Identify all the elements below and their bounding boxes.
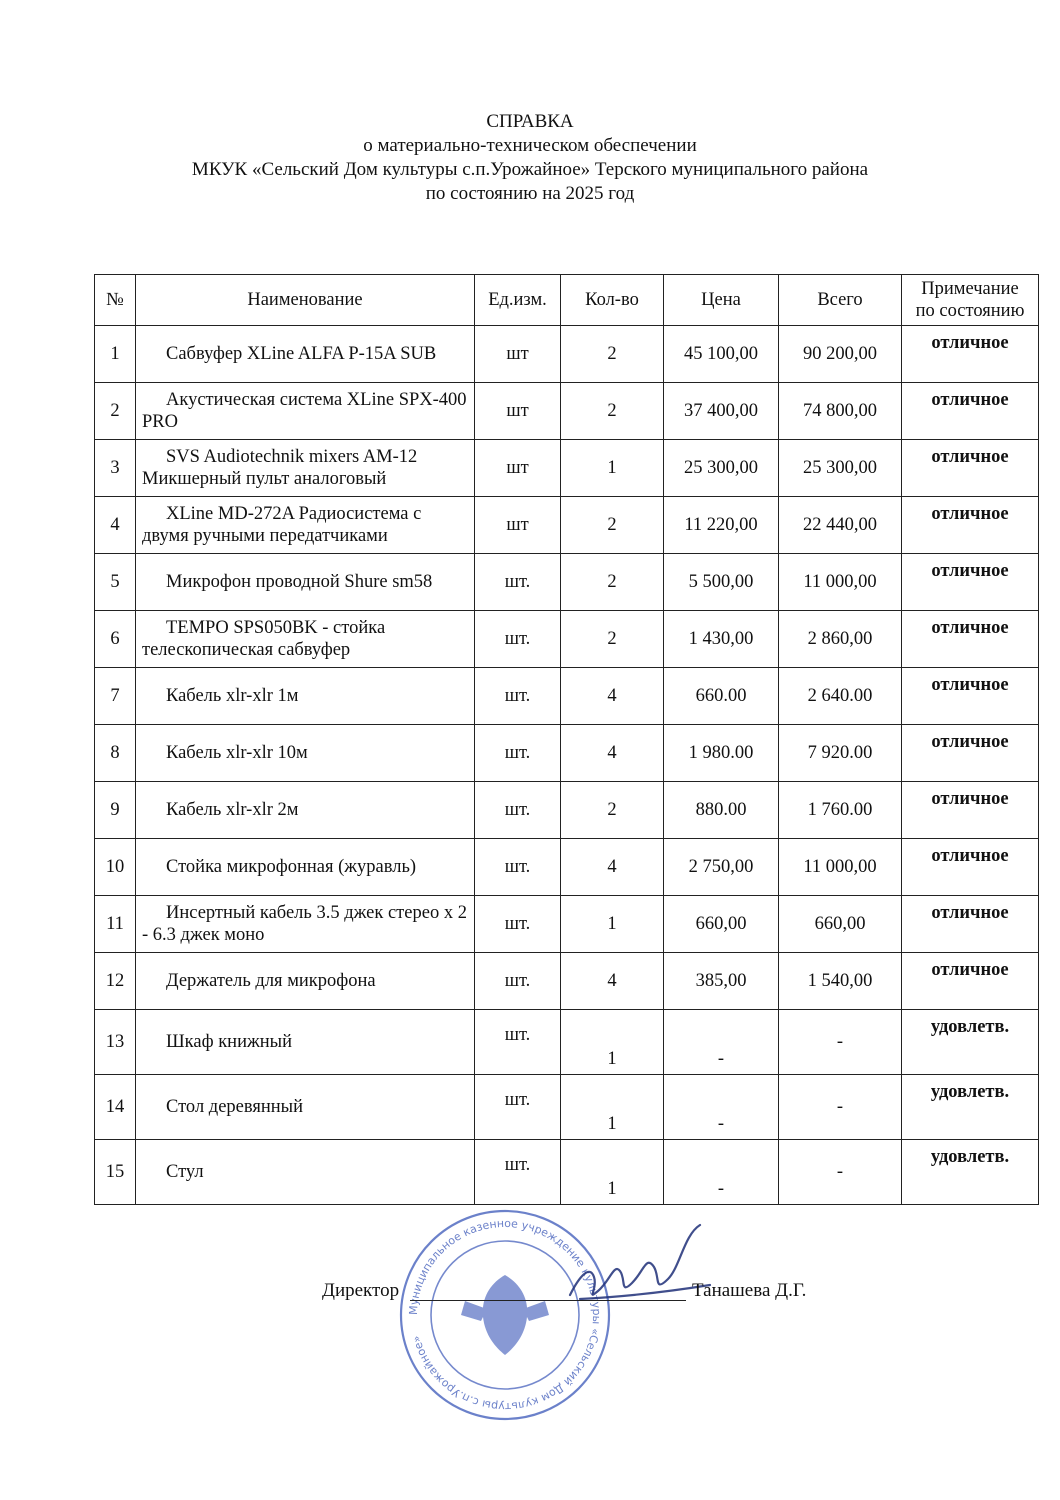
- col-header-note-line1: Примечание: [921, 279, 1019, 299]
- table-row: [95, 440, 1039, 497]
- cell-total: 1 760.00: [779, 782, 902, 839]
- item-name: Кабель xlr-xlr 10м: [166, 743, 308, 763]
- cell-name: [136, 1140, 475, 1205]
- cell-total: 1 540,00: [779, 953, 902, 1010]
- cell-unit: шт.: [475, 839, 561, 896]
- item-name: SVS Audiotechnik mixers AM-12 Микшерный пульт аналоговый: [142, 447, 418, 489]
- cell-name: [136, 1010, 475, 1075]
- cell-num: 2: [95, 383, 136, 440]
- cell-price: 1 980.00: [664, 725, 779, 782]
- cell-price: 385,00: [664, 953, 779, 1010]
- cell-unit: шт: [475, 326, 561, 383]
- table-row: [95, 1075, 1039, 1140]
- cell-num: 11: [95, 896, 136, 953]
- cell-num: 4: [95, 497, 136, 554]
- organization-name: МКУК «Сельский Дом культуры с.п.Урожайное» Терского муниципального района: [191, 159, 869, 180]
- cell-name: [136, 953, 475, 1010]
- table-row: [95, 953, 1039, 1010]
- cell-num: 15: [95, 1140, 136, 1205]
- cell-num: 13: [95, 1010, 136, 1075]
- cell-qty: 2: [561, 383, 664, 440]
- item-name: Стол деревянный: [166, 1097, 304, 1117]
- cell-num: 3: [95, 440, 136, 497]
- cell-note: отличное: [902, 497, 1039, 554]
- item-name: TEMPO SPS050BK - стойка телескопическая сабвуфер: [142, 618, 386, 660]
- cell-qty: 2: [561, 611, 664, 668]
- cell-qty: 2: [561, 782, 664, 839]
- cell-note: отличное: [902, 383, 1039, 440]
- cell-total: 25 300,00: [779, 440, 902, 497]
- cell-name: [136, 839, 475, 896]
- table-row: [95, 839, 1039, 896]
- cell-price: 25 300,00: [664, 440, 779, 497]
- cell-note: удовлетв.: [902, 1140, 1039, 1205]
- cell-total: 11 000,00: [779, 554, 902, 611]
- cell-total: 11 000,00: [779, 839, 902, 896]
- cell-unit: шт: [475, 440, 561, 497]
- col-header-qty: Кол-во: [561, 275, 664, 326]
- cell-price: 2 750,00: [664, 839, 779, 896]
- table-row: [95, 326, 1039, 383]
- cell-num: 1: [95, 326, 136, 383]
- item-name: Кабель xlr-xlr 1м: [166, 686, 299, 706]
- cell-qty: 1: [561, 1140, 664, 1205]
- cell-name: [136, 497, 475, 554]
- cell-qty: 2: [561, 554, 664, 611]
- table-row: [95, 611, 1039, 668]
- table-row: [95, 896, 1039, 953]
- cell-total: -: [779, 1140, 902, 1205]
- cell-name: [136, 896, 475, 953]
- document-subtitle: о материально-техническом обеспечении: [363, 135, 697, 156]
- cell-num: 6: [95, 611, 136, 668]
- cell-note: отличное: [902, 611, 1039, 668]
- cell-name: [136, 668, 475, 725]
- cell-total: -: [779, 1075, 902, 1140]
- cell-unit: шт: [475, 383, 561, 440]
- svg-text:Муниципальное казенное учрежде: Муниципальное казенное учреждение культуры «Сельский Дом культуры с.п.Урожайное»: [406, 1216, 604, 1414]
- cell-name: [136, 554, 475, 611]
- cell-name: [136, 782, 475, 839]
- director-signature: [550, 1215, 720, 1325]
- cell-unit: шт.: [475, 668, 561, 725]
- cell-unit: шт.: [475, 1075, 561, 1140]
- date-line: по состоянию на 2025 год: [425, 183, 635, 204]
- cell-price: 5 500,00: [664, 554, 779, 611]
- cell-price: 880.00: [664, 782, 779, 839]
- table-row: [95, 383, 1039, 440]
- cell-name: [136, 440, 475, 497]
- cell-note: отличное: [902, 440, 1039, 497]
- table-row: [95, 668, 1039, 725]
- col-header-total: Всего: [779, 275, 902, 326]
- cell-name: [136, 326, 475, 383]
- table-row: [95, 725, 1039, 782]
- table-header-row: [95, 275, 1039, 326]
- cell-unit: шт.: [475, 725, 561, 782]
- cell-note: отличное: [902, 725, 1039, 782]
- director-name: Танашева Д.Г.: [692, 1280, 807, 1301]
- cell-note: отличное: [902, 953, 1039, 1010]
- cell-price: 11 220,00: [664, 497, 779, 554]
- cell-qty: 4: [561, 839, 664, 896]
- cell-note: удовлетв.: [902, 1075, 1039, 1140]
- inventory-table: [94, 274, 1039, 1205]
- cell-qty: 4: [561, 953, 664, 1010]
- cell-num: 10: [95, 839, 136, 896]
- cell-note: отличное: [902, 668, 1039, 725]
- cell-unit: шт.: [475, 953, 561, 1010]
- item-name: Шкаф книжный: [166, 1032, 292, 1052]
- cell-qty: 2: [561, 326, 664, 383]
- cell-num: 7: [95, 668, 136, 725]
- cell-num: 9: [95, 782, 136, 839]
- cell-total: 7 920.00: [779, 725, 902, 782]
- item-name: Инсертный кабель 3.5 джек стерео х 2 - 6.3 джек моно: [142, 903, 467, 945]
- cell-note: отличное: [902, 326, 1039, 383]
- director-position: Директор: [322, 1280, 400, 1301]
- item-name: Сабвуфер XLine ALFA P-15A SUB: [166, 344, 437, 364]
- cell-qty: 1: [561, 896, 664, 953]
- cell-price: -: [664, 1075, 779, 1140]
- cell-total: 660,00: [779, 896, 902, 953]
- cell-note: удовлетв.: [902, 1010, 1039, 1075]
- item-name: XLine MD-272A Радиосистема с двумя ручными передатчиками: [142, 504, 422, 546]
- item-name: Акустическая система XLine SPX-400 PRO: [142, 390, 467, 432]
- cell-unit: шт: [475, 497, 561, 554]
- cell-qty: 4: [561, 668, 664, 725]
- cell-unit: шт.: [475, 896, 561, 953]
- table-row: [95, 1140, 1039, 1205]
- cell-num: 14: [95, 1075, 136, 1140]
- col-header-name: Наименование: [136, 275, 475, 326]
- cell-price: 45 100,00: [664, 326, 779, 383]
- cell-note: отличное: [902, 554, 1039, 611]
- cell-price: -: [664, 1140, 779, 1205]
- col-header-price: Цена: [664, 275, 779, 326]
- cell-note: отличное: [902, 896, 1039, 953]
- cell-qty: 1: [561, 1010, 664, 1075]
- table-row: [95, 782, 1039, 839]
- cell-qty: 1: [561, 1075, 664, 1140]
- cell-total: 74 800,00: [779, 383, 902, 440]
- cell-note: отличное: [902, 782, 1039, 839]
- cell-num: 8: [95, 725, 136, 782]
- cell-total: 90 200,00: [779, 326, 902, 383]
- cell-total: 22 440,00: [779, 497, 902, 554]
- cell-total: 2 640.00: [779, 668, 902, 725]
- cell-unit: шт.: [475, 611, 561, 668]
- document-title: СПРАВКА: [486, 111, 574, 132]
- cell-name: [136, 383, 475, 440]
- signature-line: [410, 1300, 686, 1301]
- cell-price: -: [664, 1010, 779, 1075]
- cell-price: 660,00: [664, 896, 779, 953]
- cell-qty: 1: [561, 440, 664, 497]
- cell-num: 5: [95, 554, 136, 611]
- cell-total: 2 860,00: [779, 611, 902, 668]
- cell-note: отличное: [902, 839, 1039, 896]
- cell-qty: 2: [561, 497, 664, 554]
- cell-name: [136, 611, 475, 668]
- document-heading: [0, 110, 1060, 206]
- col-header-note: [902, 275, 1039, 326]
- cell-qty: 4: [561, 725, 664, 782]
- table-row: [95, 497, 1039, 554]
- cell-price: 1 430,00: [664, 611, 779, 668]
- col-header-num: №: [95, 275, 136, 326]
- item-name: Стойка микрофонная (журавль): [166, 857, 417, 877]
- item-name: Микрофон проводной Shure sm58: [166, 572, 433, 592]
- item-name: Держатель для микрофона: [166, 971, 376, 991]
- cell-unit: шт.: [475, 1010, 561, 1075]
- cell-unit: шт.: [475, 1140, 561, 1205]
- item-name: Стул: [166, 1162, 204, 1182]
- table-row: [95, 1010, 1039, 1075]
- cell-num: 12: [95, 953, 136, 1010]
- col-header-note-line2: по состоянию: [915, 301, 1025, 321]
- item-name: Кабель xlr-xlr 2м: [166, 800, 299, 820]
- cell-unit: шт.: [475, 782, 561, 839]
- table-row: [95, 554, 1039, 611]
- cell-price: 37 400,00: [664, 383, 779, 440]
- cell-name: [136, 725, 475, 782]
- cell-total: -: [779, 1010, 902, 1075]
- cell-price: 660.00: [664, 668, 779, 725]
- col-header-unit: Ед.изм.: [475, 275, 561, 326]
- cell-name: [136, 1075, 475, 1140]
- cell-unit: шт.: [475, 554, 561, 611]
